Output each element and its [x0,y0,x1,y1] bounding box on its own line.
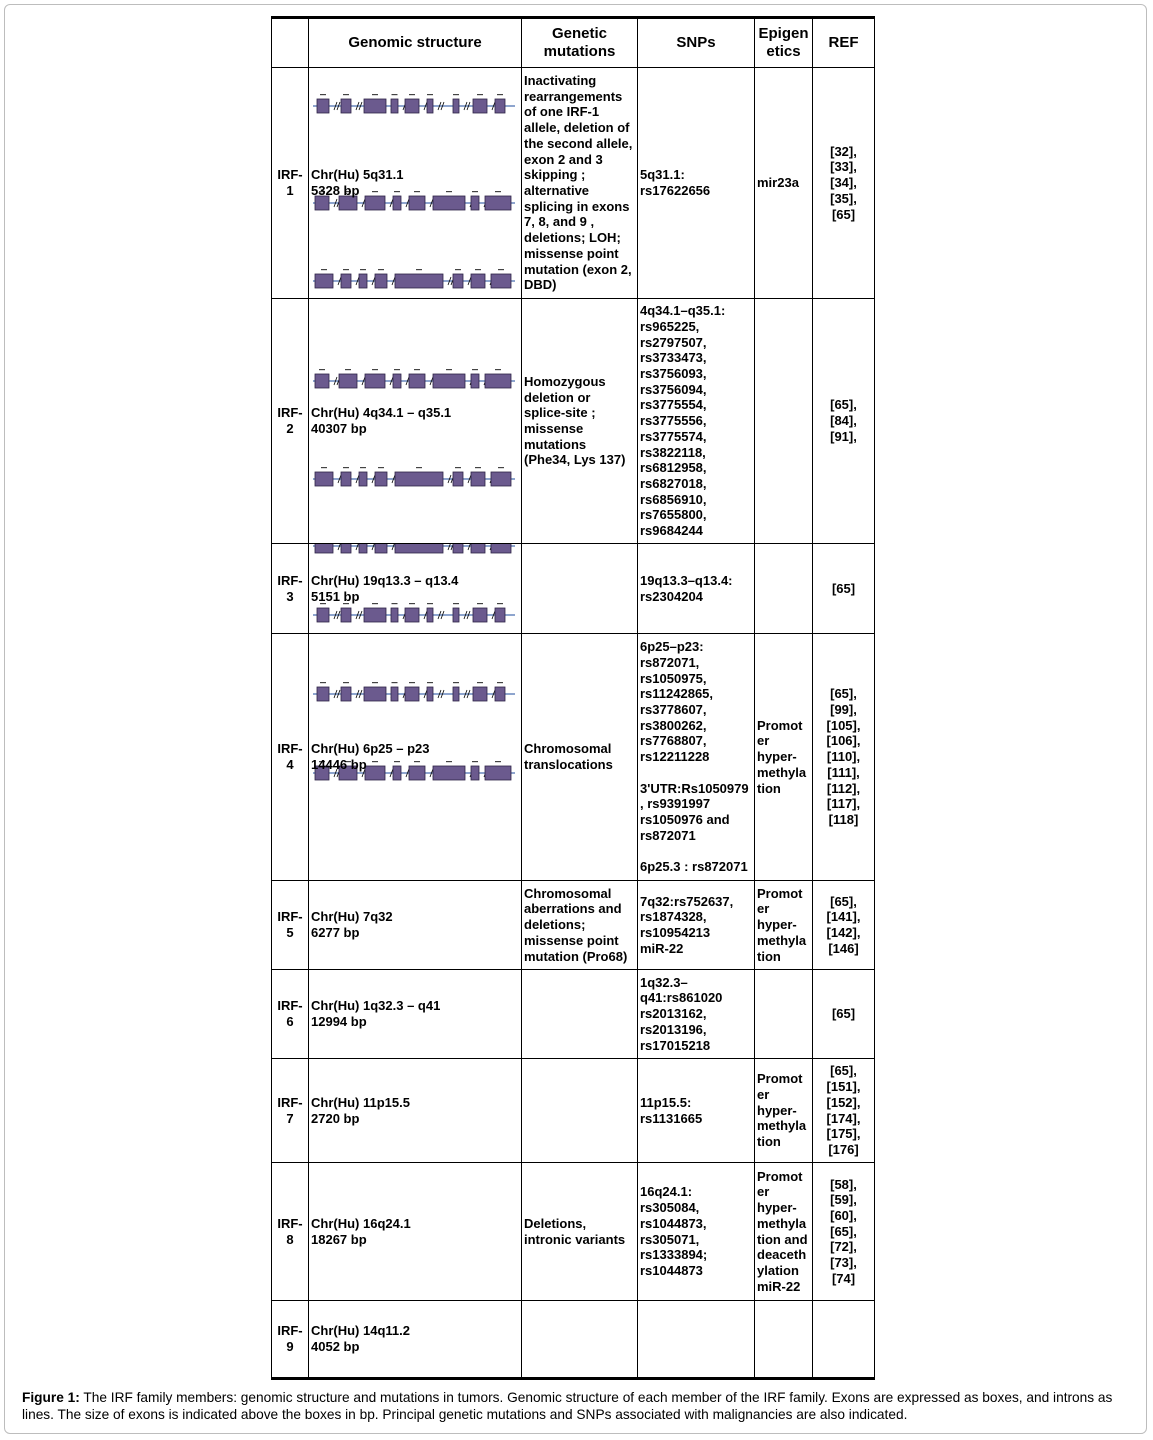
table-row-irf6 [272,970,875,1059]
exon-box [473,687,487,701]
chromosome-band: Chr(Hu) 16q24.1 [311,1215,411,1231]
ref-cell: [32], [33], [34], [35], [65] [813,68,875,299]
snps-cell [638,1301,755,1379]
exon-box [391,687,398,701]
ref-cell: [65], [141], [142], [146] [813,881,875,970]
member-cell: IRF- 7 [272,1059,309,1163]
ref-cell: [65], [151], [152], [174], [175], [176] [813,1059,875,1163]
exon-size-mark [455,467,461,468]
mutations-cell: Chromosomal aberrations and deletions; missense point mutation (Pro68) [522,881,638,970]
gene-length: 5151 bp [311,588,360,604]
exon-box [391,99,398,113]
exon-box [315,374,329,388]
genomic-structure-cell [309,1163,522,1301]
snps-cell: 5q31.1: rs17622656 [638,68,755,299]
member-cell: IRF- 6 [272,970,309,1059]
exon-size-mark [392,682,398,683]
irf-table [271,16,875,1380]
member-cell: IRF- 9 [272,1301,309,1379]
exon-box [315,544,333,554]
exon-size-mark [372,369,378,370]
member-cell: IRF- 5 [272,881,309,970]
exon-box [359,472,367,486]
snps-cell: 4q34.1–q35.1: rs965225, rs2797507, rs3733473, rs3756093, rs3756094, rs3775554, rs3775556, rs3775574, rs3822118, rs6812958, rs6827018, rs6856910, rs7655800, rs9684244 [638,299,755,544]
mutations-cell: Deletions, intronic variants [522,1163,638,1301]
exon-size-mark [321,269,327,270]
gene-length: 40307 bp [311,421,367,436]
chromosome-band: Chr(Hu) 5q31.1 [311,167,404,183]
exon-size-mark [372,682,378,683]
genomic-structure-cell [309,1059,522,1163]
snps-cell: 19q13.3–q13.4: rs2304204 [638,544,755,634]
chromosome-location [311,741,519,772]
genomic-structure-cell [309,634,522,881]
exon-size-mark [414,369,420,370]
exon-box [364,99,386,113]
epigenetics-cell: Promot er hyper- methyla tion and deaceth ylation miR-22 [755,1163,813,1301]
exon-size-mark [409,682,415,683]
chromosome-band: Chr(Hu) 6p25 – p23 [311,741,430,757]
exon-box [471,274,485,288]
exon-box [375,472,387,486]
exon-box [341,99,351,113]
chromosome-band: Chr(Hu) 4q34.1 – q35.1 [311,405,452,421]
epigenetics-cell: Promot er hyper- methyla tion [755,634,813,881]
exon-box [341,274,351,288]
header-snps: SNPs [638,18,755,68]
exon-size-mark [497,94,503,95]
ref-cell [813,1301,875,1379]
exon-size-mark [343,94,349,95]
exon-size-mark [453,94,459,95]
genomic-structure-cell [309,970,522,1059]
exon-box [471,472,485,486]
exon-size-mark [392,94,398,95]
exon-size-mark [416,467,422,468]
chromosome-band: Chr(Hu) 19q13.3 – q13.4 [311,572,459,588]
exon-size-mark [319,369,325,370]
genomic-structure-cell [309,299,522,544]
gene-length: 5328 bp [311,183,360,198]
exon-size-mark [409,94,415,95]
exon-size-mark [472,369,478,370]
exon-box [315,274,333,288]
gene-length: 18267 bp [311,1231,367,1247]
exon-size-mark [453,682,459,683]
chromosome-location [311,1323,519,1354]
member-cell: IRF- 4 [272,634,309,881]
epigenetics-cell: mir23a [755,68,813,299]
header-genomic-structure: Genomic structure [309,18,522,68]
exon-box [395,274,443,288]
exon-box [405,687,419,701]
table-row-irf2 [272,299,875,544]
mutations-cell [522,1059,638,1163]
header-row [272,18,875,68]
gene-length: 12994 bp [311,1014,367,1029]
exon-size-mark [427,682,433,683]
chromosome-location [311,1095,519,1126]
exon-box [405,99,419,113]
exon-size-mark [345,369,351,370]
exon-box [473,99,487,113]
exon-size-mark [475,269,481,270]
epigenetics-cell [755,1301,813,1379]
mutations-cell: Chromosomal translocations [522,634,638,881]
exon-size-mark [321,467,327,468]
member-cell: IRF- 1 [272,68,309,299]
exon-box [395,472,443,486]
snps-cell: 7q32:rs752637, rs1874328, rs10954213 miR-22 [638,881,755,970]
header-genetic-mutations: Genetic mutations [522,18,638,68]
chromosome-location [311,909,519,940]
exon-size-mark [360,269,366,270]
snps-cell: 11p15.5: rs1131665 [638,1059,755,1163]
exon-box [453,687,459,701]
epigenetics-cell: Promot er hyper- methyla tion [755,1059,813,1163]
exon-size-mark [495,369,501,370]
exon-size-mark [475,467,481,468]
ref-cell: [65] [813,544,875,634]
chromosome-band: Chr(Hu) 1q32.3 – q41 [311,998,441,1014]
exon-size-mark [343,682,349,683]
header-member [272,18,309,68]
exon-box [375,544,387,554]
exon-size-mark [427,94,433,95]
exon-size-mark [378,467,384,468]
exon-size-mark [497,682,503,683]
chromosome-band: Chr(Hu) 11p15.5 [311,1094,410,1110]
caption-text: The IRF family members: genomic structure and mutations in tumors. Genomic structure of each member of the IRF family. Exons are expressed as boxes, and introns as lines. The size of exons is indicated above the boxes in bp. Principal genetic mutations and SNPs associated with malignancies are also indicated. [22,1390,1113,1422]
table-row-irf9 [272,1301,875,1379]
chromosome-location [311,167,519,198]
table-row-irf1 [272,68,875,299]
exon-box [427,608,433,622]
exon-box [317,687,329,701]
snps-cell: 1q32.3– q41:rs861020 rs2013162, rs2013196, rs17015218 [638,970,755,1059]
chromosome-location [311,998,519,1029]
figure-label: Figure 1: [22,1390,80,1405]
gene-length: 4052 bp [311,1339,360,1354]
chromosome-location [311,405,519,436]
exon-box [491,472,511,486]
exon-size-mark [416,269,422,270]
exon-box [315,472,333,486]
header-ref: REF [813,18,875,68]
exon-box [341,544,351,554]
exon-size-mark [320,682,326,683]
exon-box [405,608,419,622]
ref-cell: [65], [84], [91], [813,299,875,544]
exon-box [485,374,511,388]
gene-length: 6277 bp [311,925,360,940]
ref-cell: [58], [59], [60], [65], [72], [73], [74] [813,1163,875,1301]
ref-cell: [65], [99], [105], [106], [110], [111], [112], [117], [118] [813,634,875,881]
chromosome-band: Chr(Hu) 7q32 [311,909,393,925]
mutations-cell [522,970,638,1059]
mutations-cell [522,1301,638,1379]
exon-box [471,374,479,388]
exon-box [453,608,459,622]
exon-box [409,374,425,388]
exon-box [365,374,385,388]
exon-size-mark [343,269,349,270]
exon-box [393,374,401,388]
exon-box [341,472,351,486]
exon-box [453,544,463,554]
genomic-structure-cell [309,544,522,634]
exon-size-mark [320,94,326,95]
exon-box [359,544,367,554]
epigenetics-cell: Promot er hyper- methyla tion [755,881,813,970]
exon-box [427,99,433,113]
mutations-cell: Homozygous deletion or splice-site ; missense mutations (Phe34, Lys 137) [522,299,638,544]
gene-length: 2720 bp [311,1110,360,1126]
epigenetics-cell [755,970,813,1059]
exon-size-mark [360,467,366,468]
genomic-structure-cell [309,68,522,299]
exon-box [339,374,357,388]
exon-size-mark [498,269,504,270]
exon-size-mark [477,94,483,95]
exon-size-mark [343,467,349,468]
genomic-structure-cell [309,1301,522,1379]
exon-box [341,608,351,622]
exon-size-mark [455,269,461,270]
exon-size-mark [477,682,483,683]
exon-size-mark [446,369,452,370]
snps-cell: 16q24.1: rs305084, rs1044873, rs305071, rs1333894; rs1044873 [638,1163,755,1301]
exon-box [364,608,386,622]
exon-box [364,687,386,701]
table-row-irf8 [272,1163,875,1301]
genomic-structure-cell [309,881,522,970]
snps-cell: 6p25–p23: rs872071, rs1050975, rs11242865, rs3778607, rs3800262, rs7768807, rs12211228 3'UTR:Rs1050979 , rs9391997 rs1050976 and rs872071 6p25.3 : rs872071 [638,634,755,881]
header-epigenetics: Epigen etics [755,18,813,68]
exon-box [375,274,387,288]
epigenetics-cell [755,544,813,634]
exon-size-mark [378,269,384,270]
exon-box [453,472,463,486]
epigenetics-cell [755,299,813,544]
exon-box [453,274,463,288]
exon-box [473,608,487,622]
exon-box [395,544,443,554]
exon-box [495,687,505,701]
exon-box [391,608,398,622]
exon-box [359,274,367,288]
table-row-irf4 [272,634,875,881]
mutations-cell: Inactivating rearrangements of one IRF-1 allele, deletion of the second allele, exon 2 and 3 skipping ; alternative splicing in exons 7, 8, and 9 , deletions; LOH; missense point mutation (exon 2, DBD) [522,68,638,299]
exon-box [495,99,505,113]
chromosome-band: Chr(Hu) 14q11.2 [311,1323,410,1339]
exon-box [427,687,433,701]
table-row-irf5 [272,881,875,970]
exon-box [471,544,485,554]
exon-size-mark [394,369,400,370]
exon-size-mark [372,94,378,95]
exon-box [341,687,351,701]
exon-box [491,274,511,288]
table-row-irf3 [272,544,875,634]
chromosome-location [311,1216,519,1247]
exon-box [491,544,511,554]
exon-box [495,608,505,622]
exon-box [453,99,459,113]
mutations-cell [522,544,638,634]
chromosome-location [311,573,519,604]
member-cell: IRF- 3 [272,544,309,634]
exon-box [317,608,329,622]
ref-cell: [65] [813,970,875,1059]
exon-box [433,374,465,388]
exon-size-mark [498,467,504,468]
table-row-irf7 [272,1059,875,1163]
gene-length: 14446 bp [311,757,367,772]
member-cell: IRF- 8 [272,1163,309,1301]
member-cell: IRF- 2 [272,299,309,544]
figure-caption [22,1389,1137,1423]
exon-box [317,99,329,113]
